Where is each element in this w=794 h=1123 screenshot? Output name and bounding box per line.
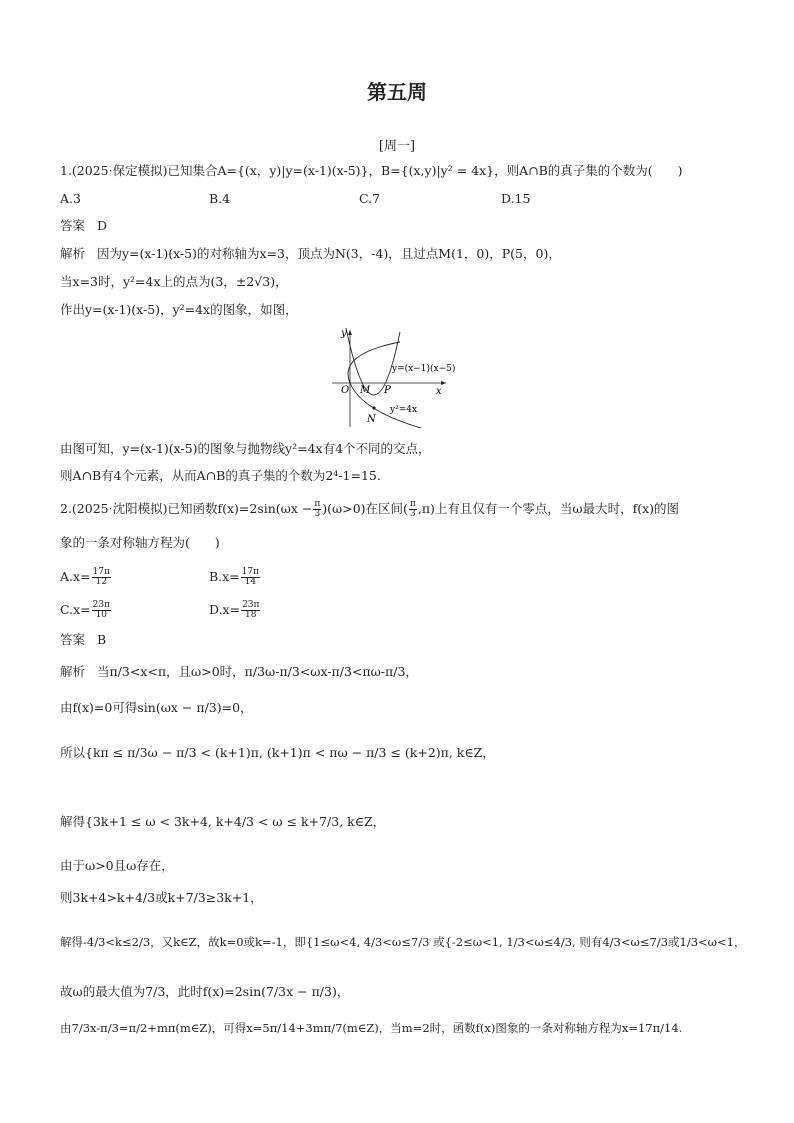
q2-analysis-line-3: 所以{kπ ≤ π/3ω − π/3 < (k+1)π, (k+1)π < πω − π/3 ≤ (k+2)π, k∈Z，: [60, 745, 495, 760]
q2-option-d: D.x= $\frac{23\pi}{18}$: [209, 600, 260, 620]
q2-stem-part-c: ,π)上有且仅有一个零点，当ω最大时，f(x)的图: [417, 501, 680, 516]
q1-option-c: C.7: [359, 191, 381, 206]
q2-answer: B: [96, 632, 107, 647]
page-title: 第五周: [367, 80, 427, 104]
q2-answer-row: [60, 632, 106, 648]
q1-analysis-line-2: 当x=3时，y²=4x上的点为(3，±2√3)，: [60, 274, 288, 289]
label-curve-quadratic: y=(x−1)(x−5): [392, 364, 456, 374]
q1-analysis-line-1: [60, 246, 561, 262]
curve-quadratic: [346, 328, 400, 395]
q2-analysis-line-1: [60, 664, 418, 680]
q2-stem-interval-frac: $\frac{\pi}{3}$: [409, 499, 416, 519]
q2-option-c: C.x= $\frac{23\pi}{10}$: [60, 600, 110, 620]
q2-analysis-line-2: 由f(x)=0可得sin(ωx − π/3)=0，: [60, 700, 253, 715]
q1-stem: 1.(2025·保定模拟)已知集合A={(x，y)|y=(x-1)(x-5)}，B={(x,y)|y² = 4x}，则A∩B的真子集的个数为( ): [60, 163, 683, 178]
q2-stem-line-1: [60, 500, 679, 519]
q1-analysis-text-1: 因为y=(x-1)(x-5)的对称轴为x=3，顶点为N(3，-4)，且过点M(1，0)，P(5，0)，: [96, 246, 561, 261]
q2-stem-frac: $\frac{\pi}{3}$: [314, 499, 321, 519]
day-label: [周一]: [378, 139, 416, 154]
q2-analysis-line-7: 解得-4/3<k≤2/3，又k∈Z，故k=0或k=-1，即{1≤ω<4, 4/3<ω≤7/3 或{-2≤ω<1, 1/3<ω≤4/3, 则有4/3<ω≤7/3或1/3<ω<1，: [60, 935, 746, 949]
q2-answer-label: 答案: [60, 632, 86, 647]
q2-analysis-line-8: 故ω的最大值为7/3，此时f(x)=2sin(7/3x − π/3)，: [60, 984, 350, 999]
q2-option-a: A.x= $\frac{17\pi}{12}$: [60, 567, 110, 587]
q1-answer-label: 答案: [60, 218, 86, 233]
label-x: x: [436, 386, 442, 397]
q2-analysis-line-6: 则3k+4>k+4/3或k+7/3≥3k+1，: [60, 890, 263, 905]
q2-stem-part-a: 2.(2025·沈阳模拟)已知函数f(x)=2sin(ωx −: [60, 501, 313, 516]
label-n: N: [367, 414, 376, 425]
q2-analysis-line-5: 由于ω>0且ω存在，: [60, 858, 174, 873]
y-axis-arrow: [348, 330, 352, 335]
q2-analysis-text-1: 当π/3<x<π，且ω>0时，π/3ω-π/3<ωx-π/3<πω-π/3，: [96, 664, 418, 679]
label-curve-sqrt: y²=4x: [390, 405, 418, 415]
q2-option-b: B.x= $\frac{17\pi}{14}$: [209, 567, 260, 587]
q1-answer-row: [60, 218, 107, 234]
label-m: M: [360, 385, 371, 396]
q1-answer: D: [96, 218, 107, 233]
x-axis-arrow: [441, 381, 446, 385]
q2-stem-line-2: 象的一条对称轴方程为( ): [60, 535, 220, 550]
q1-analysis-label: 解析: [60, 246, 86, 261]
q2-stem-part-b: )(ω>0)在区间(: [322, 501, 408, 516]
point-n-dot: [372, 406, 375, 409]
label-p: P: [384, 385, 391, 396]
q1-analysis-line-5: 则A∩B有4个元素，从而A∩B的真子集的个数为2⁴-1=15.: [60, 468, 381, 483]
label-o: O: [341, 385, 350, 396]
q2-analysis-line-9: 由7/3x-π/3=π/2+mπ(m∈Z)，可得x=5π/14+3mπ/7(m∈Z)，当m=2时，函数f(x)图象的一条对称轴方程为x=17π/14.: [60, 1021, 683, 1035]
q1-option-b: B.4: [209, 191, 231, 206]
q1-analysis-line-3: 作出y=(x-1)(x-5)，y²=4x的图象，如图，: [60, 302, 298, 317]
label-y: y: [341, 328, 347, 339]
q1-option-d: D.15: [501, 191, 531, 206]
q2-analysis-label: 解析: [60, 664, 86, 679]
q1-graph-figure: [328, 326, 473, 428]
q2-analysis-line-4: 解得{3k+1 ≤ ω < 3k+4, k+4/3 < ω ≤ k+7/3, k∈Z，: [60, 814, 386, 829]
q1-option-a: A.3: [60, 191, 81, 206]
q1-analysis-line-4: 由图可知，y=(x-1)(x-5)的图象与抛物线y²=4x有4个不同的交点，: [60, 441, 431, 456]
